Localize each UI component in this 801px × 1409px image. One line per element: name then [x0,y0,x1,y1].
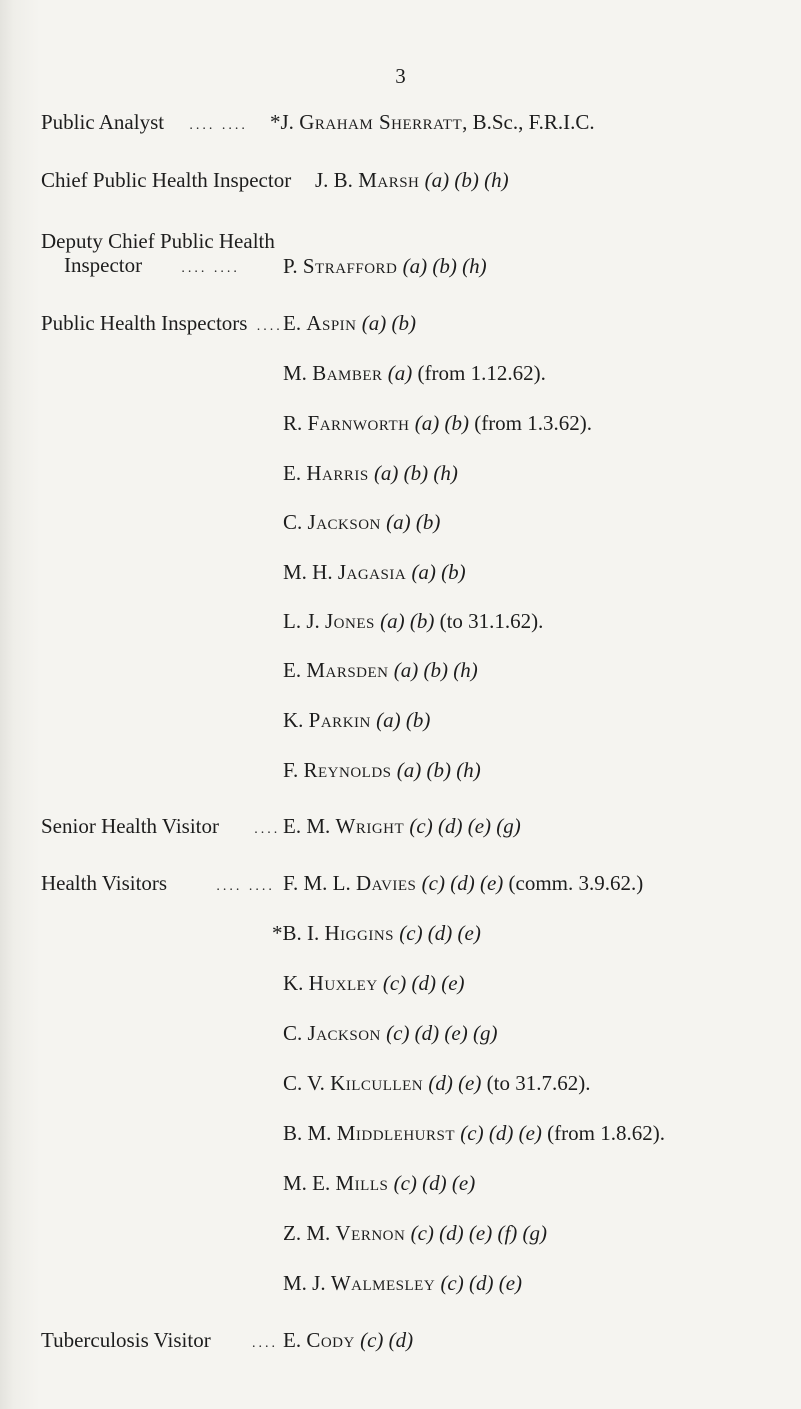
entry-name: Harris [306,461,369,485]
leader-dots: .... [256,319,283,334]
entry-prefix: E. [283,658,307,682]
entry-qualifications: (a) (b) (h) [393,658,478,682]
list-item [283,1221,547,1246]
entry-prefix: L. J. [283,609,325,633]
entry-prefix: E. [283,461,307,485]
entry-note: (to 31.7.62). [486,1071,591,1095]
entry-qualifications: (c) (d) (e) (g) [409,814,521,838]
entry-qualifications: (a) (b) [414,411,469,435]
entry-qualifications: (a) (b) (h) [396,758,481,782]
label-text: Senior Health Visitor [41,814,219,838]
list-item [283,461,458,486]
page-number: 3 [395,64,406,88]
entry-name: Kilcullen [330,1071,424,1095]
entry-name: Mills [335,1171,389,1195]
entry-prefix: M. [283,361,313,385]
entry-note: (comm. 3.9.62.) [508,871,644,895]
entry-qualifications: (a) [387,361,413,385]
list-item [283,411,592,436]
leader-dots: .... .... [216,879,275,894]
entry-name: Walmesley [330,1271,436,1295]
label-text: Public Analyst [41,110,165,134]
label-public-health-inspectors [41,311,283,339]
entry-qualifications: (c) (d) (e) [421,871,504,895]
entry-qualifications: (c) (d) (e) [393,1171,476,1195]
list-item [283,1271,522,1296]
entry-qualifications: (a) (b) [380,609,435,633]
entry-note: (from 1.12.62). [417,361,546,385]
entry-public-analyst [270,110,595,135]
entry-name: Jones [325,609,375,633]
entry-name: Cody [306,1328,355,1352]
label-deputy-chief-line2 [64,253,240,281]
entry-tuberculosis-visitor [283,1328,413,1353]
entry-name: Huxley [308,971,378,995]
entry-name: Farnworth [307,411,410,435]
entry-prefix: M. H. [283,560,338,584]
entry-prefix: R. [283,411,308,435]
label-text: Public Health Inspectors [41,311,248,335]
entry-qualifications: (a) (b) [361,311,416,335]
entry-prefix: *J. [270,110,300,134]
entry-prefix: C. V. [283,1071,331,1095]
label-text: Tuberculosis Visitor [41,1328,211,1352]
entry-deputy-chief [283,254,487,279]
list-item [283,658,478,683]
list-item [283,609,543,634]
entry-suffix: , B.Sc., F.R.I.C. [462,110,595,134]
list-item [283,971,465,996]
leader-dots: .... [251,1336,278,1351]
entry-prefix: K. [283,708,309,732]
entry-prefix: K. [283,971,309,995]
entry-name: Parkin [308,708,371,732]
list-item [283,1071,590,1096]
entry-name: Marsh [358,168,420,192]
list-item [272,921,481,946]
entry-qualifications: (a) (b) (h) [373,461,458,485]
entry-name: Reynolds [303,758,392,782]
label-senior-health-visitor [41,814,280,842]
entry-qualifications: (c) (d) (e) [382,971,465,995]
entry-qualifications: (c) (d) (e) [460,1121,542,1145]
list-item [283,1171,475,1196]
entry-prefix: B. M. [283,1121,337,1145]
entry-prefix: F. [283,758,304,782]
entry-name: Marsden [306,658,389,682]
entry-name: Jackson [307,510,381,534]
entry-prefix: M. J. [283,1271,331,1295]
entry-qualifications: (c) (d) [360,1328,414,1352]
entry-qualifications: (c) (d) (e) (f) (g) [410,1221,548,1245]
list-item [283,560,466,585]
label-text: Inspector [64,253,143,277]
entry-name: Wright [335,814,405,838]
entry-name: Strafford [302,254,398,278]
entry-note: (from 1.8.62). [547,1121,665,1145]
entry-qualifications: (c) (d) (e) [440,1271,523,1295]
entry-name: Jagasia [337,560,407,584]
entry-qualifications: (a) (b) (h) [402,254,487,278]
entry-prefix: P. [283,254,303,278]
entry-qualifications: (d) (e) [428,1071,482,1095]
list-item [283,510,440,535]
entry-qualifications: (a) (b) [376,708,431,732]
entry-name: Bamber [312,361,383,385]
entry-name: Middlehurst [336,1121,456,1145]
entry-prefix: E. M. [283,814,336,838]
leader-dots: .... [254,822,281,837]
list-item [283,1021,497,1046]
list-item [283,871,643,896]
list-item [283,1121,665,1146]
entry-note: (from 1.3.62). [474,411,593,435]
entry-qualifications: (a) (b) (h) [424,168,509,192]
entry-prefix: Z. M. [283,1221,336,1245]
entry-qualifications: (c) (d) (e) (g) [386,1021,498,1045]
entry-senior-health-visitor [283,814,521,839]
entry-prefix: F. M. L. [283,871,356,895]
label-public-analyst [41,110,248,138]
entry-prefix: C. [283,510,308,534]
list-item [283,758,481,783]
entry-prefix: J. B. [315,168,359,192]
entry-qualifications: (c) (d) (e) [399,921,481,945]
entry-name: Davies [356,871,417,895]
list-item [283,361,546,386]
entry-name: Jackson [307,1021,381,1045]
leader-dots: .... .... [181,261,240,276]
entry-prefix: C. [283,1021,308,1045]
label-deputy-chief-line1: Deputy Chief Public Health [41,229,275,253]
entry-prefix: E. [283,311,307,335]
entry-prefix: M. E. [283,1171,336,1195]
entry-name: Vernon [335,1221,406,1245]
entry-qualifications: (a) (b) [411,560,466,584]
label-chief-public-health-inspector: Chief Public Health Inspector [41,168,292,192]
label-text: Health Visitors [41,871,168,895]
entry-name: Graham Sherratt [299,110,463,134]
label-health-visitors [41,871,275,899]
entry-name: Higgins [324,921,394,945]
entry-prefix: *B. I. [272,921,325,945]
list-item [283,708,430,733]
entry-note: (to 31.1.62). [439,609,544,633]
leader-dots: .... .... [189,118,248,133]
entry-name: Aspin [306,311,357,335]
list-item [283,311,416,336]
entry-qualifications: (a) (b) [386,510,441,534]
entry-prefix: E. [283,1328,307,1352]
entry-chief-public-health-inspector [315,168,509,193]
label-tuberculosis-visitor [41,1328,278,1356]
